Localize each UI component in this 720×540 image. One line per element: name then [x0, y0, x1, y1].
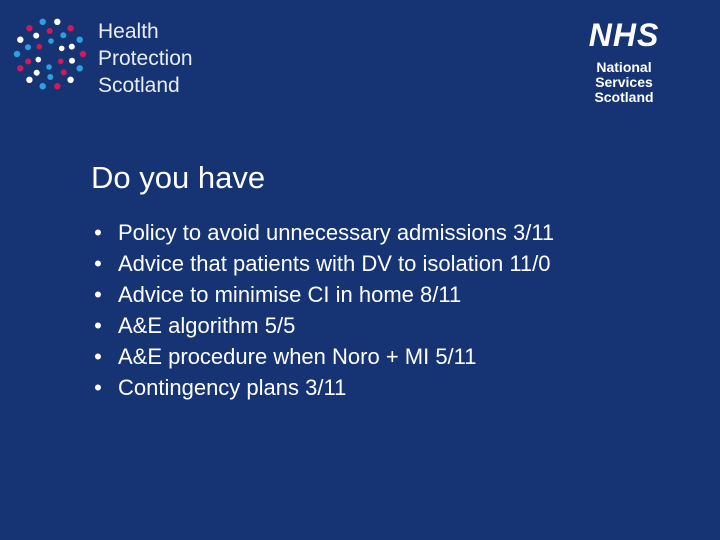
hps-dot — [77, 37, 83, 43]
hps-dot — [26, 77, 32, 83]
bullet-glyph: • — [94, 344, 102, 369]
bullet-text: A&E procedure when Noro + MI 5/11 — [118, 344, 477, 369]
bullet-text: Contingency plans 3/11 — [118, 375, 347, 400]
hps-dot — [60, 32, 66, 38]
hps-dot — [67, 25, 73, 31]
nhs-sub-line1: National — [596, 59, 652, 75]
hps-dot — [40, 19, 46, 25]
hps-dot — [58, 59, 64, 65]
hps-dot-pattern — [12, 16, 88, 92]
bullet-item — [88, 375, 608, 401]
bullet-item — [88, 251, 608, 277]
hps-wordmark-line1: Health — [98, 20, 159, 43]
bullet-list — [88, 220, 608, 406]
hps-dot — [61, 69, 67, 75]
slide-title: Do you have — [91, 160, 266, 195]
hps-dot — [40, 83, 46, 89]
hps-dot — [48, 38, 54, 44]
bullet-text: Advice that patients with DV to isolation 11/0 — [118, 251, 551, 276]
bullet-item — [88, 220, 608, 246]
hps-dot — [46, 64, 52, 70]
bullet-glyph: • — [94, 220, 102, 245]
hps-dot — [54, 83, 60, 89]
nhs-sub-line3: Scotland — [594, 89, 654, 105]
bullet-glyph: • — [94, 282, 102, 307]
hps-dot — [69, 58, 75, 64]
hps-dot — [14, 51, 20, 57]
hps-dot — [25, 44, 31, 50]
bullet-glyph: • — [94, 251, 102, 276]
hps-dot — [77, 65, 83, 71]
bullet-text: Advice to minimise CI in home 8/11 — [118, 282, 462, 307]
hps-dot — [26, 25, 32, 31]
bullet-glyph: • — [94, 375, 102, 400]
bullet-glyph: • — [94, 313, 102, 338]
bullet-text: Policy to avoid unnecessary admissions 3/11 — [118, 220, 555, 245]
hps-dot — [17, 37, 23, 43]
bullet-item — [88, 282, 608, 308]
nhs-logo — [576, 18, 672, 118]
hps-dot — [34, 70, 40, 76]
nhs-mark: NHS — [588, 17, 660, 53]
nhs-sub-line2: Services — [595, 74, 653, 90]
hps-dot — [59, 46, 65, 52]
hps-dot — [47, 28, 53, 34]
hps-wordmark — [98, 18, 193, 99]
hps-dot — [54, 19, 60, 25]
hps-dot — [69, 44, 75, 50]
hps-dot — [33, 33, 39, 39]
hps-dot — [67, 77, 73, 83]
hps-dot — [25, 58, 31, 64]
hps-dot — [17, 65, 23, 71]
hps-dot — [47, 74, 53, 80]
hps-dot — [80, 51, 86, 57]
hps-dot — [36, 57, 42, 63]
bullet-text: A&E algorithm 5/5 — [118, 313, 296, 338]
bullet-item — [88, 313, 608, 339]
hps-wordmark-line2: Protection — [98, 47, 193, 70]
hps-wordmark-line3: Scotland — [98, 74, 180, 97]
hps-logo — [12, 16, 212, 98]
bullet-item — [88, 344, 608, 370]
hps-dot — [37, 44, 43, 50]
